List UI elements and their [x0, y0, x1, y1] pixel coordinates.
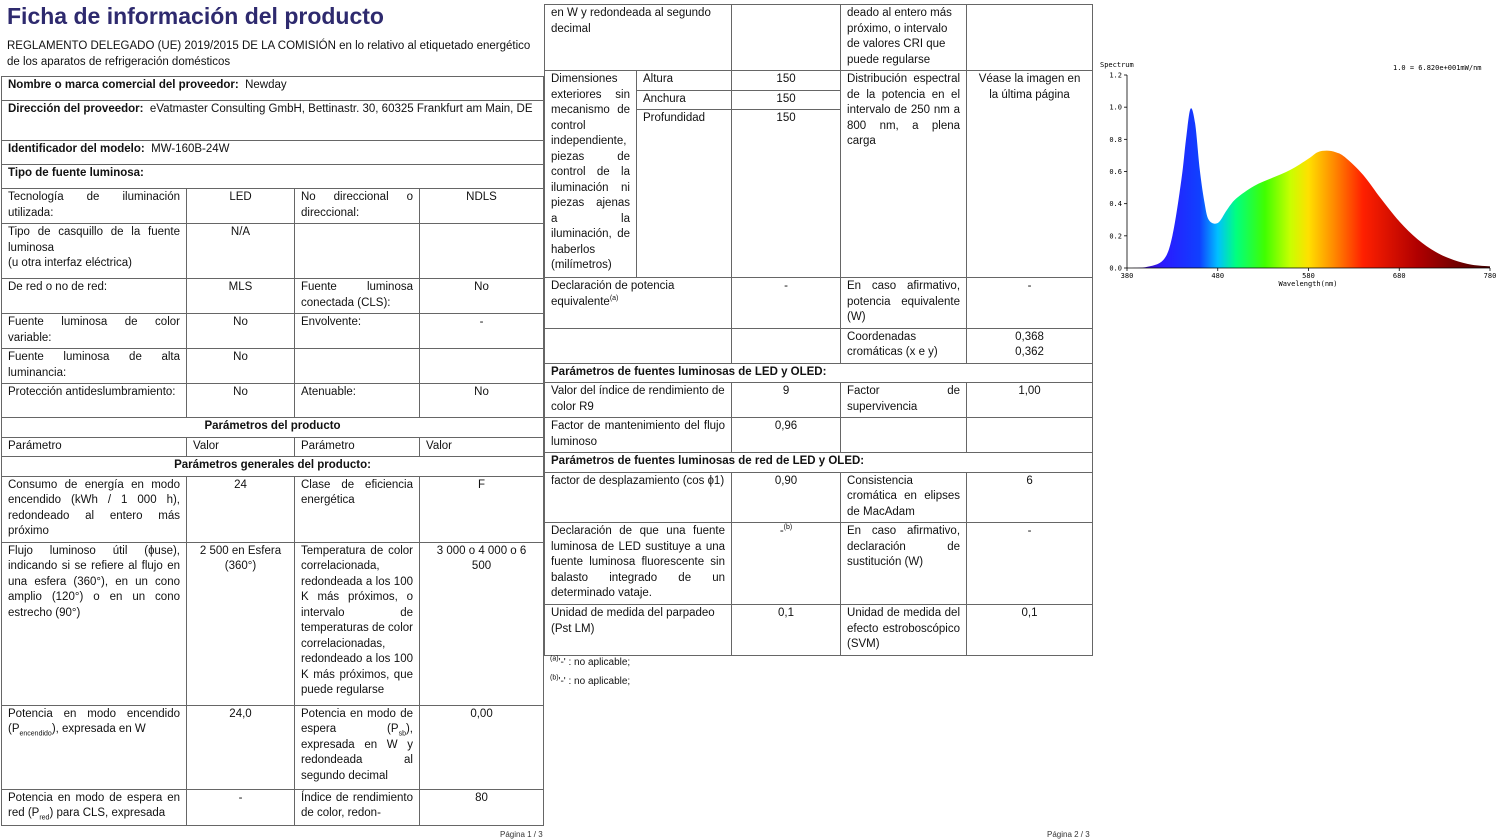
network-standby-label: Potencia en modo de espera en red $(P_{red})$ para CLS, expresada	[2, 789, 187, 825]
y-tick-label: 0.6	[1109, 168, 1122, 176]
supplier-row: Nombre o marca comercial del proveedor: Newday	[2, 77, 544, 101]
equivalent-power-label: Declaración de potencia equivalente$^{(a)}$	[545, 278, 732, 329]
cct-value: 3 000 o 4 000 o 6 500	[420, 542, 544, 705]
mains-led-params-heading: Parámetros de fuentes luminosas de red de LED y OLED:	[545, 453, 1093, 473]
col-param-2: Parámetro	[295, 437, 420, 457]
tech-label: Tecnología de iluminación utilizada:	[2, 189, 187, 224]
footnote-a: $^{(a)}$'-' : no aplicable;	[550, 655, 631, 668]
light-source-type-heading: Tipo de fuente luminosa:	[2, 165, 544, 189]
efficiency-class-value: F	[420, 476, 544, 542]
supplier-value: Newday	[245, 79, 287, 91]
network-standby-value: -	[187, 789, 295, 825]
maintenance-label: Factor de mantenimiento del flujo luminoso	[545, 418, 732, 453]
address-row: Dirección del proveedor: eVatmaster Consulting GmbH, Bettinastr. 30, 60325 Frankfurt am Main, DE	[2, 101, 544, 141]
high-luminance-value: No	[187, 349, 295, 384]
general-params-heading: Parámetros generales del producto:	[2, 457, 544, 477]
dimmable-value: No	[420, 384, 544, 418]
page-title: Ficha de información del producto	[7, 3, 384, 29]
y-tick-label: 1.0	[1109, 103, 1122, 112]
replacement-affirmative-value: -	[967, 523, 1093, 605]
survival-value: 1,00	[967, 383, 1093, 418]
maintenance-value: 0,96	[732, 418, 841, 453]
equivalent-affirmative-label: En caso afirmativo, potencia equivalente (W)	[841, 278, 967, 329]
equivalent-power-value: -	[732, 278, 841, 329]
spectral-value: Véase la imagen en la última página	[967, 71, 1093, 278]
cls-label: Fuente luminosa conectada (CLS):	[295, 279, 420, 314]
spectral-label: Distribución espectral de la potencia en el intervalo de 250 nm a 800 nm, a plena carga	[841, 71, 967, 278]
y-tick-label: 0.0	[1109, 264, 1122, 273]
model-row: Identificador del modelo: MW-160B-24W	[2, 141, 544, 165]
dimensions-label: Dimensiones exteriores sin mecanismo de control independiente, piezas de control de la iluminación ni piezas ajenas a la iluminación, de haberlos (milímetros)	[545, 71, 637, 278]
replacement-affirmative-label: En caso afirmativo, declaración de sustitución (W)	[841, 523, 967, 605]
flicker-value: 0,1	[732, 605, 841, 656]
energy-value: 24	[187, 476, 295, 542]
glare-label: Protección antideslumbramiento:	[2, 384, 187, 418]
displacement-label: factor de desplazamiento (cos ɸ1)	[545, 472, 732, 523]
cri-value: 80	[420, 789, 544, 825]
dim-width-value: 150	[732, 90, 841, 110]
cap-note: (u otra interfaz eléctrica)	[8, 257, 132, 269]
chromaticity-value: 0,368 0,362	[967, 328, 1093, 363]
dim-depth-label: Profundidad	[637, 110, 732, 278]
cls-value: No	[420, 279, 544, 314]
led-params-heading: Parámetros de fuentes luminosas de LED y OLED:	[545, 363, 1093, 383]
color-variable-label: Fuente luminosa de color variable:	[2, 314, 187, 349]
stroboscopic-label: Unidad de medida del efecto estroboscópico (SVM)	[841, 605, 967, 656]
consistency-value: 6	[967, 472, 1093, 523]
color-variable-value: No	[187, 314, 295, 349]
envelope-label: Envolvente:	[295, 314, 420, 349]
cri-label-continued: deado al entero más próximo, o intervalo de valores CRI que puede regularse	[841, 5, 967, 71]
consistency-label: Consistencia cromática en elipses de MacAdam	[841, 472, 967, 523]
high-luminance-label: Fuente luminosa de alta luminancia:	[2, 349, 187, 384]
dimmable-label: Atenuable:	[295, 384, 420, 418]
dim-height-value: 150	[732, 71, 841, 91]
stroboscopic-value: 0,1	[967, 605, 1093, 656]
flicker-label: Unidad de medida del parpadeo (Pst LM)	[545, 605, 732, 656]
x-tick-label: 480	[1211, 272, 1225, 280]
flux-value: 2 500 en Esfera (360°)	[187, 542, 295, 705]
chromaticity-label: Coordenadas cromáticas (x e y)	[841, 328, 967, 363]
dim-depth-value: 150	[732, 110, 841, 278]
col-value-1: Valor	[187, 437, 295, 457]
x-tick-label: 580	[1302, 272, 1315, 280]
y-tick-label: 0.4	[1109, 200, 1122, 209]
glare-value: No	[187, 384, 295, 418]
mains-label: De red o no de red:	[2, 279, 187, 314]
cap-value: N/A	[187, 224, 295, 279]
address-value: eVatmaster Consulting GmbH, Bettinastr. 30, 60325 Frankfurt am Main, DE	[149, 103, 533, 115]
equivalent-affirmative-value: -	[967, 278, 1093, 329]
model-value: MW-160B-24W	[151, 143, 230, 155]
regulation-text: REGLAMENTO DELEGADO (UE) 2019/2015 DE LA COMISIÓN en lo relativo al etiquetado energético de los aparatos de refrigeración domésticos	[7, 40, 531, 68]
replacement-declaration-value: -$^{(b)}$	[732, 523, 841, 605]
footnote-b: $^{(b)}$'-' : no aplicable;	[550, 674, 631, 687]
y-tick-label: 0.8	[1109, 135, 1122, 144]
dim-width-label: Anchura	[637, 90, 732, 110]
col-value-2: Valor	[420, 437, 544, 457]
x-axis-label: Wavelength(nm)	[1278, 280, 1338, 288]
on-mode-power-value: 24,0	[187, 705, 295, 789]
params-heading: Parámetros del producto	[2, 418, 544, 438]
standby-power-value: 0,00	[420, 705, 544, 789]
mains-value: MLS	[187, 279, 295, 314]
r9-value: 9	[732, 383, 841, 418]
tech-value: LED	[187, 189, 295, 224]
y-tick-label: 1.2	[1109, 71, 1122, 80]
spectrum-area	[1127, 108, 1490, 268]
product-info-table-left	[1, 76, 544, 826]
cri-label: Índice de rendimiento de color, redon-	[295, 789, 420, 825]
y-tick-label: 0.2	[1109, 232, 1122, 241]
flux-label: Flujo luminoso útil (ɸuse), indicando si se refiere al flujo en una esfera (360°), en un cono amplio (120°) o en un cono estrecho (90°)	[2, 542, 187, 705]
page-number-1: Página 1 / 3	[500, 830, 543, 839]
cct-label: Temperatura de color correlacionada, redondeada a los 100 K más próximos, o intervalo de temperaturas de color correlacionadas, redondeado a los 100 K más próximos, que puede regularse	[295, 542, 420, 705]
replacement-declaration-label: Declaración de que una fuente luminosa de LED sustituye a una fuente luminosa fluorescente sin balasto integrado de un determinado vataje.	[545, 523, 732, 605]
network-standby-continued: en W y redondeada al segundo decimal	[545, 5, 732, 71]
dim-height-label: Altura	[637, 71, 732, 91]
direction-value: NDLS	[420, 189, 544, 224]
displacement-value: 0,90	[732, 472, 841, 523]
cap-label: Tipo de casquillo de la fuente luminosa (u otra interfaz eléctrica)	[2, 224, 187, 279]
chart-scale-note: 1.0 = 6.820e+001mW/nm	[1393, 64, 1482, 72]
energy-label: Consumo de energía en modo encendido (kWh / 1 000 h), redondeado al entero más próximo	[2, 476, 187, 542]
envelope-value: -	[420, 314, 544, 349]
efficiency-class-label: Clase de eficiencia energética	[295, 476, 420, 542]
chart-title: Spectrum	[1100, 61, 1134, 69]
direction-label: No direccional o direccional:	[295, 189, 420, 224]
survival-label: Factor de supervivencia	[841, 383, 967, 418]
x-tick-label: 680	[1392, 272, 1406, 280]
col-param-1: Parámetro	[2, 437, 187, 457]
r9-label: Valor del índice de rendimiento de color R9	[545, 383, 732, 418]
on-mode-power-label: Potencia en modo encendido $(P_{encendido})$, expresada en W	[2, 705, 187, 789]
x-tick-label: 780	[1483, 272, 1497, 280]
spectrum-chart	[1095, 55, 1500, 295]
x-tick-label: 380	[1120, 272, 1134, 280]
standby-power-label: Potencia en modo de espera $(P_{sb})$, expresada en W y redondeada al segundo decimal	[295, 705, 420, 789]
page-number-2: Página 2 / 3	[1047, 830, 1090, 839]
product-info-table-right	[544, 4, 1093, 656]
